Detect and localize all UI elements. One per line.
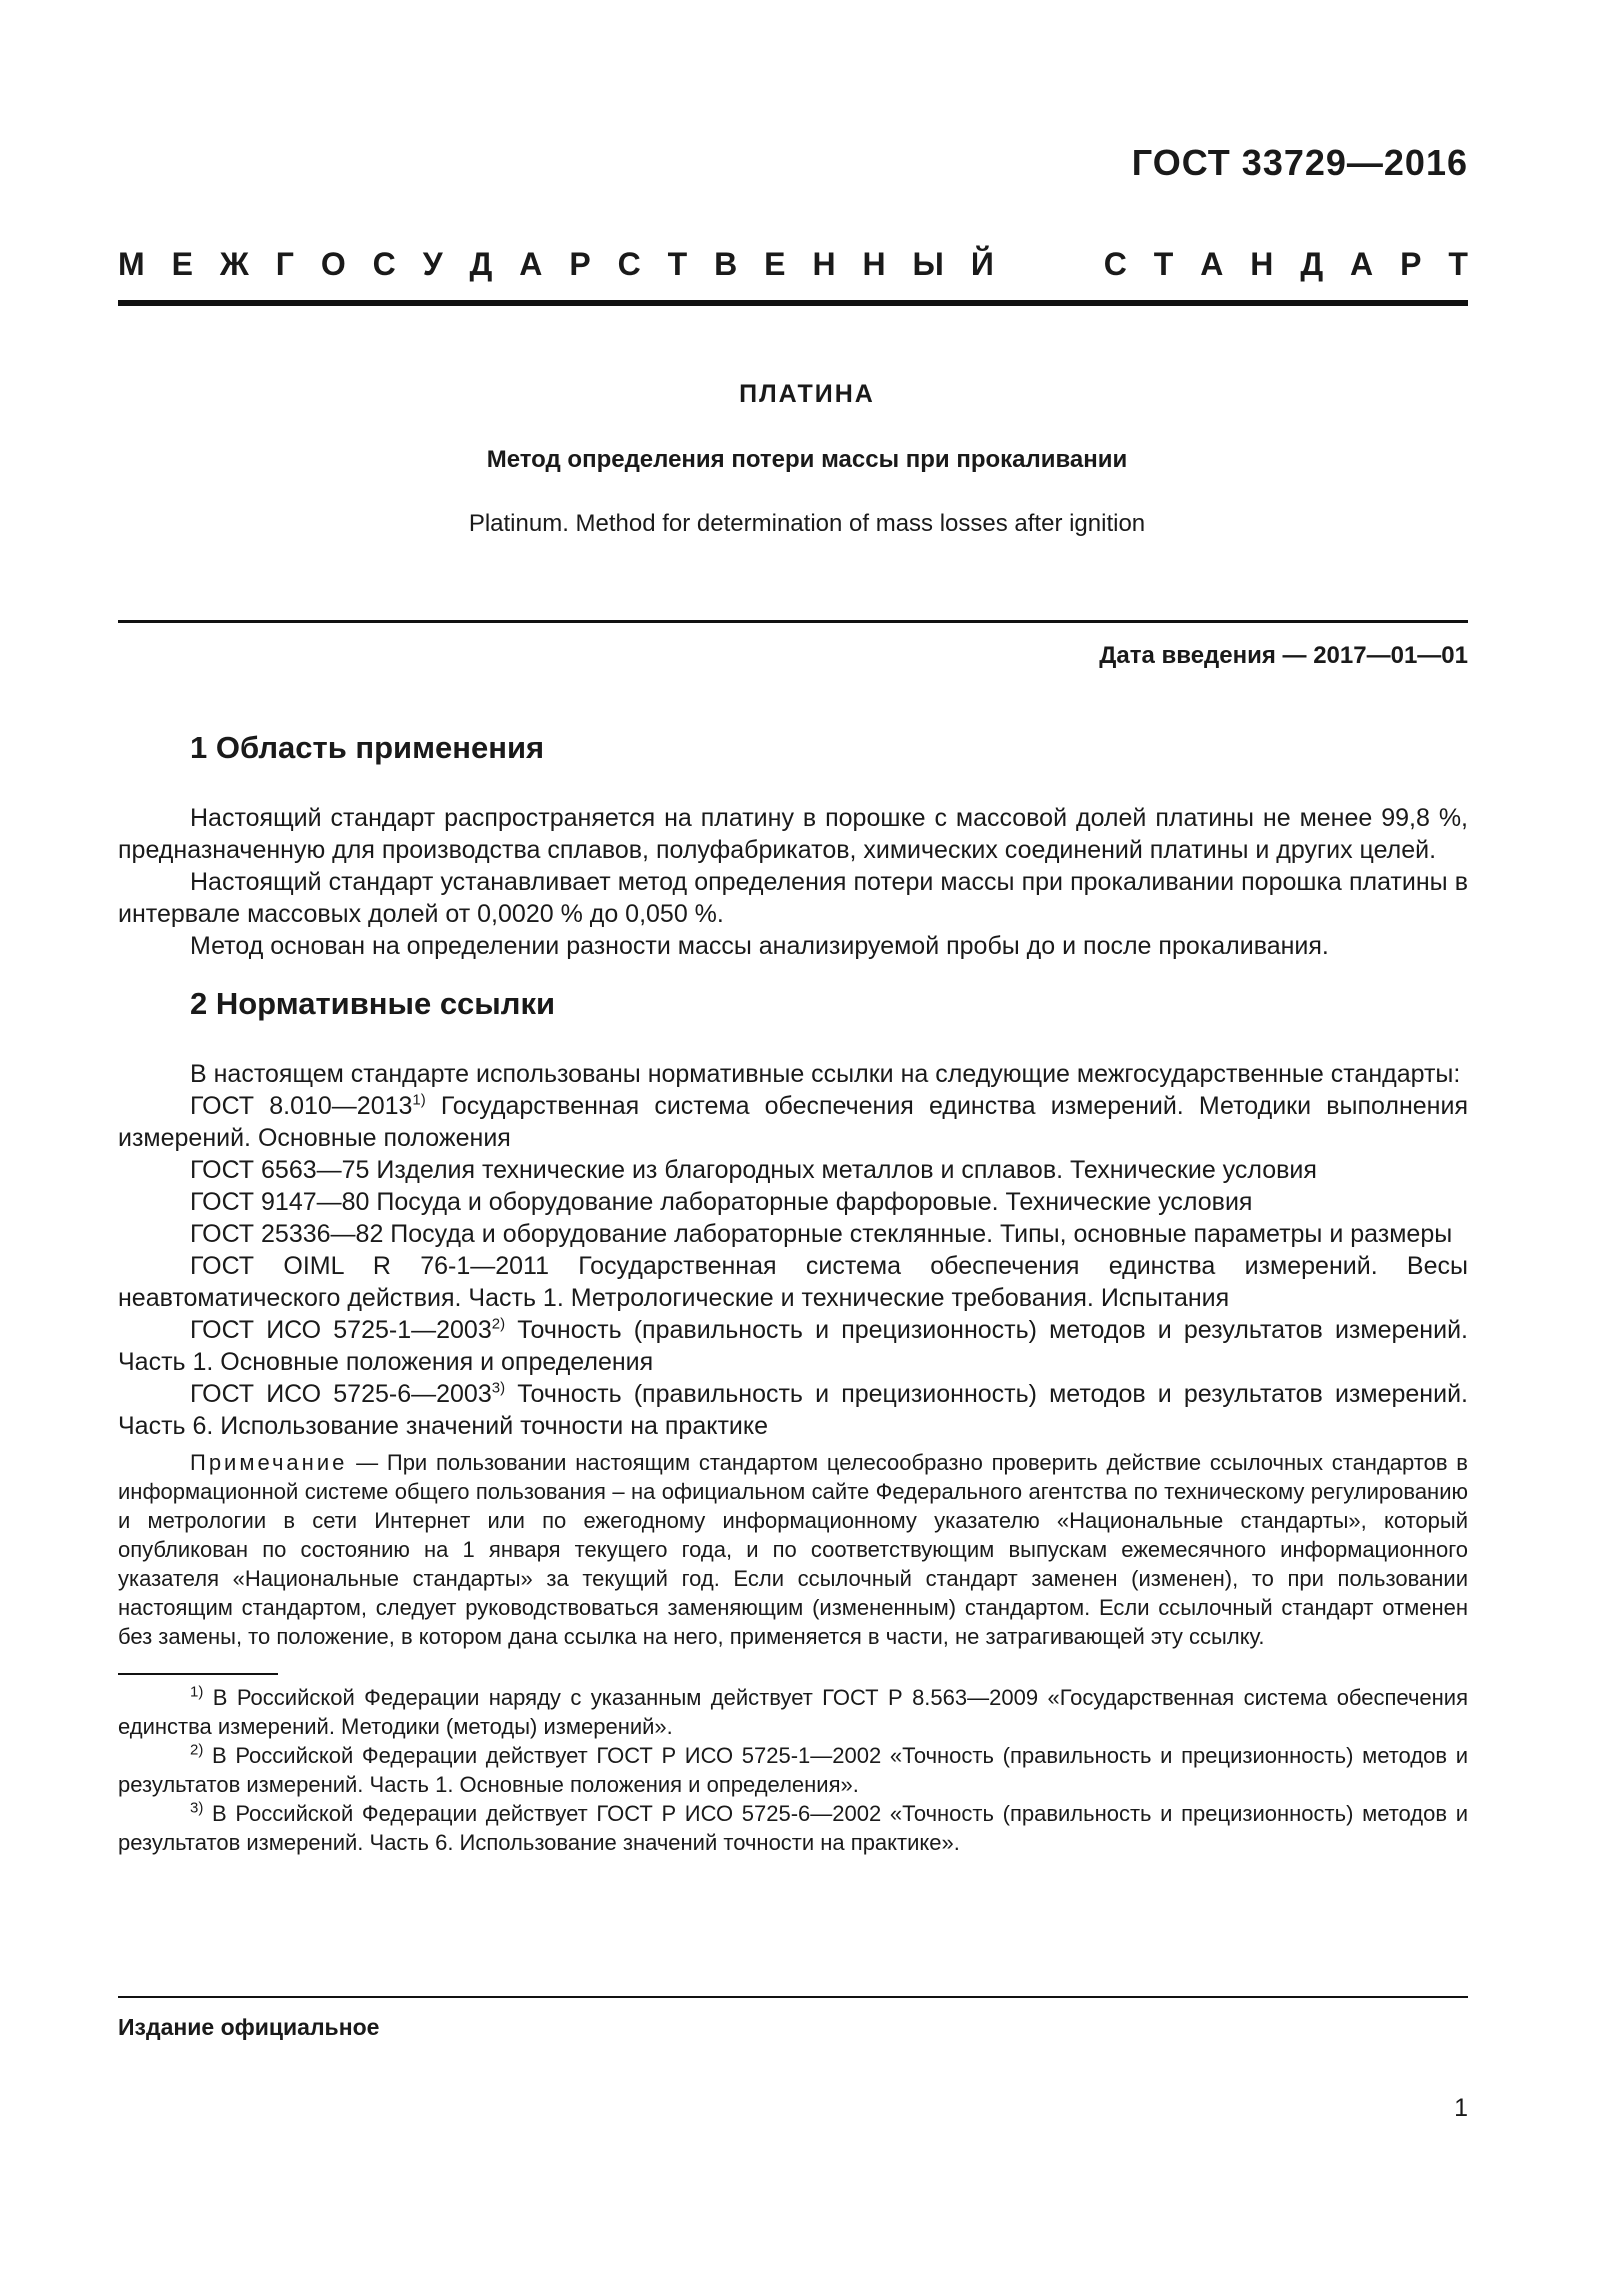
footnote [118, 1683, 1468, 1741]
document-title: ПЛАТИНА [739, 380, 875, 408]
reference-code: ГОСТ 25336—82 [190, 1220, 384, 1248]
reference-code: ГОСТ OIML R 76-1—2011 [190, 1252, 550, 1280]
footnote-text: В Российской Федерации наряду с указанным действует ГОСТ Р 8.563—2009 «Государственная система обеспечения единства измерений. Методики (методы) измерений». [118, 1685, 1468, 1739]
standard-number: ГОСТ 33729—2016 [1131, 142, 1468, 183]
footnote-divider [118, 1673, 278, 1675]
reference-item [118, 1314, 1468, 1378]
banner-letter: Р [569, 246, 591, 282]
banner-letter: Й [970, 246, 994, 282]
banner-letter: Т [667, 246, 688, 282]
paragraph: Настоящий стандарт распространяется на платину в порошке с массовой долей платины не менее 99,8 %, предназначенную для производства сплавов, полуфабрикатов, химических соединений платины и других целей. [118, 804, 1468, 864]
footnote-text: В Российской Федерации действует ГОСТ Р ИСО 5725-6—2002 «Точность (правильность и прецизионность) методов и результатов измерений. Часть 6. Использование значений точности на практике». [118, 1801, 1468, 1855]
reference-item [118, 1378, 1468, 1442]
reference-item [118, 1250, 1468, 1314]
footnote [118, 1799, 1468, 1857]
footnote-ref: 2) [491, 1315, 506, 1333]
header-divider [118, 300, 1468, 306]
footnote-text: В Российской Федерации действует ГОСТ Р ИСО 5725-1—2002 «Точность (правильность и прецизионность) методов и результатов измерений. Часть 1. Основные положения и определения». [118, 1743, 1468, 1797]
banner-letter: Т [1153, 246, 1174, 282]
banner-letter: А [1350, 246, 1374, 282]
reference-title: Государственная система обеспечения единства измерений. Весы неавтоматического действия. Часть 1. Метрологические и технические требования. Испытания [118, 1252, 1468, 1312]
banner-letter: В [714, 246, 738, 282]
banner-word-gap [1021, 246, 1077, 283]
banner-letter: Р [1400, 246, 1422, 282]
interstate-standard-banner [118, 246, 1468, 283]
reference-title: Государственная система обеспечения единства измерений. Методики выполнения измерений. Основные положения [118, 1092, 1468, 1152]
reference-title: Изделия технические из благородных металлов и сплавов. Технические условия [369, 1156, 1317, 1184]
edition-label: Издание официальное [118, 2014, 380, 2040]
document-subtitle: Метод определения потери массы при прокаливании [486, 446, 1128, 473]
reference-code: ГОСТ 9147—80 [190, 1188, 370, 1216]
reference-item [118, 1186, 1468, 1218]
banner-letter: Д [1300, 246, 1324, 282]
footnote-mark: 2) [190, 1741, 204, 1759]
footer-divider [118, 1996, 1468, 1998]
english-title: Platinum. Method for determination of mass losses after ignition [468, 510, 1146, 537]
reference-title: Посуда и оборудование лабораторные стеклянные. Типы, основные параметры и размеры [383, 1220, 1453, 1248]
reference-code: ГОСТ ИСО 5725-6—2003 [190, 1380, 492, 1408]
reference-item [118, 1154, 1468, 1186]
section-2-body [118, 1058, 1468, 1651]
paragraph: В настоящем стандарте использованы нормативные ссылки на следующие межгосударственные стандарты: [190, 1060, 1461, 1088]
note-paragraph [118, 1448, 1468, 1651]
banner-letter: Ы [912, 246, 944, 282]
reference-title: Посуда и оборудование лабораторные фарфоровые. Технические условия [369, 1188, 1253, 1216]
footnote-mark: 1) [190, 1683, 204, 1701]
page-number: 1 [1454, 2094, 1468, 2122]
banner-letter: С [617, 246, 641, 282]
footnote [118, 1741, 1468, 1799]
banner-letter: Н [862, 246, 886, 282]
paragraph: Настоящий стандарт устанавливает метод определения потери массы при прокаливании порошка платины в интервале массовых долей от 0,0020 % до 0,050 %. [118, 868, 1468, 928]
document-body [118, 728, 1468, 1857]
banner-letter: М [118, 246, 145, 282]
note-label: Примечание [190, 1450, 348, 1475]
banner-letter: А [1200, 246, 1224, 282]
banner-letter: Е [171, 246, 193, 282]
banner-letter: Н [1250, 246, 1274, 282]
reference-title: Точность (правильность и прецизионность) методов и результатов измерений. Часть 6. Использование значений точности на практике [118, 1380, 1468, 1440]
banner-letter: Н [812, 246, 836, 282]
introduction-date: Дата введения — 2017—01—01 [1099, 642, 1468, 669]
banner-letter: Д [469, 246, 493, 282]
reference-code: ГОСТ ИСО 5725-1—2003 [190, 1316, 492, 1344]
reference-item [118, 1218, 1468, 1250]
footnote-ref: 3) [491, 1379, 506, 1397]
note-text: — При пользовании настоящим стандартом целесообразно проверить действие ссылочных стандартов в информационной системе общего пользования – на официальном сайте Федерального агентства по техническому регулированию и метрологии в сети Интернет или по ежегодному информационному указателю «Национальные стандарты», который опубликован по состоянию на 1 января текущего года, и по соответствующим выпускам ежемесячного информационного указателя «Национальные стандарты» за текущий год. Если ссылочный стандарт заменен (изменен), то при пользовании настоящим стандартом, следует руководствоваться заменяющим (измененным) стандартом. Если ссылочный стандарт отменен без замены, то положение, в котором дана ссылка на него, применяется в части, не затрагивающей эту ссылку. [118, 1450, 1468, 1649]
reference-code: ГОСТ 6563—75 [190, 1156, 370, 1184]
banner-letter: Г [275, 246, 294, 282]
title-divider [118, 620, 1468, 623]
section-1-heading: 1 Область применения [190, 730, 545, 765]
footnote-mark: 3) [190, 1799, 204, 1817]
section-2-heading: 2 Нормативные ссылки [190, 986, 556, 1021]
reference-code: ГОСТ 8.010—2013 [190, 1092, 413, 1120]
footnote-ref: 1) [412, 1091, 426, 1109]
banner-letter: С [372, 246, 396, 282]
banner-letter: А [519, 246, 543, 282]
banner-letter: Ж [219, 246, 249, 282]
section-1-body [118, 802, 1468, 962]
banner-letter: С [1103, 246, 1127, 282]
banner-letter: О [320, 246, 346, 282]
banner-letter: У [422, 246, 443, 282]
reference-item [118, 1090, 1468, 1154]
paragraph: Метод основан на определении разности массы анализируемой пробы до и после прокаливания. [190, 932, 1329, 960]
banner-letter: Т [1448, 246, 1468, 282]
reference-title: Точность (правильность и прецизионность) методов и результатов измерений. Часть 1. Основные положения и определения [118, 1316, 1468, 1376]
banner-letter: Е [764, 246, 786, 282]
